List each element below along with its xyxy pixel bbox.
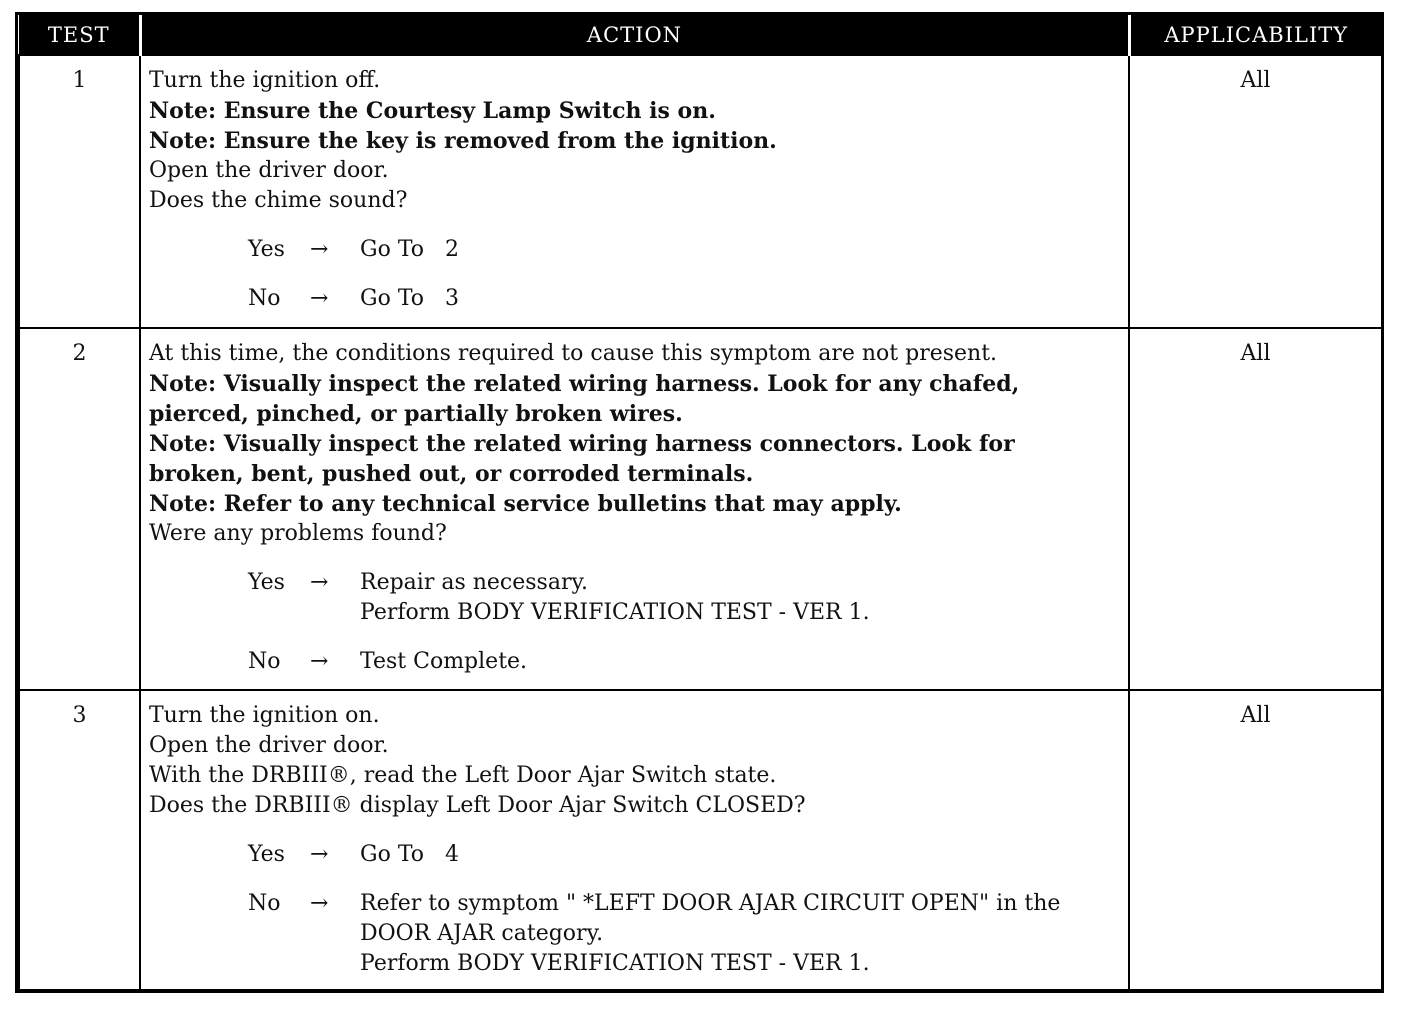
test-row xyxy=(19,690,1382,990)
response-answer: Yes xyxy=(248,842,285,867)
response-result xyxy=(360,647,1120,677)
test-number: 2 xyxy=(19,328,140,690)
response-result xyxy=(360,889,1120,979)
instruction-line: At this time, the conditions required to cause this symptom are not present. xyxy=(149,341,998,366)
instruction-line: With the DRBIII®, read the Left Door Ajar Switch state. xyxy=(149,763,777,788)
result-line: Repair as necessary. xyxy=(360,570,588,595)
instruction-line: Turn the ignition on. xyxy=(149,703,380,728)
arrow-icon: → xyxy=(310,891,329,916)
result-line: Perform BODY VERIFICATION TEST - VER 1. xyxy=(360,951,870,976)
applicability-cell: All xyxy=(1129,690,1382,990)
note-line: Note: Ensure the key is removed from the ignition. xyxy=(149,128,777,154)
result-line: Go To 4 xyxy=(360,842,459,867)
result-line: Perform BODY VERIFICATION TEST - VER 1. xyxy=(360,600,870,625)
note-line: Note: Ensure the Courtesy Lamp Switch is on. xyxy=(149,98,716,124)
response-answer: No xyxy=(248,286,281,311)
test-row xyxy=(19,328,1382,690)
action-cell xyxy=(140,328,1129,690)
arrow-icon: → xyxy=(310,286,329,311)
response-result xyxy=(360,840,1120,870)
instruction-line: Turn the ignition off. xyxy=(149,68,381,93)
response-branch xyxy=(248,840,1120,870)
header-action: ACTION xyxy=(140,15,1129,55)
test-number: 1 xyxy=(19,55,140,328)
arrow-icon: → xyxy=(310,237,329,262)
note-line: Note: Visually inspect the related wiring harness connectors. Look for xyxy=(149,431,1015,457)
note-line: pierced, pinched, or partially broken wires. xyxy=(149,401,683,427)
instruction-line: Does the chime sound? xyxy=(149,188,408,213)
arrow-icon: → xyxy=(310,649,329,674)
instruction-line: Open the driver door. xyxy=(149,158,389,183)
response-branch xyxy=(248,284,1120,314)
test-number: 3 xyxy=(19,690,140,990)
arrow-icon: → xyxy=(310,570,329,595)
response-branch xyxy=(248,235,1120,265)
header-applicability: APPLICABILITY xyxy=(1129,15,1382,55)
result-line: Go To 3 xyxy=(360,286,459,311)
note-line: Note: Refer to any technical service bulletins that may apply. xyxy=(149,491,902,517)
response-answer: No xyxy=(248,891,281,916)
diagnostic-test-table xyxy=(15,12,1384,993)
action-cell xyxy=(140,55,1129,328)
action-cell xyxy=(140,690,1129,990)
header-row xyxy=(19,15,1382,55)
response-result xyxy=(360,284,1120,314)
response-answer: Yes xyxy=(248,570,285,595)
response-result xyxy=(360,235,1120,265)
response-branch xyxy=(248,568,1120,628)
instruction-line: Were any problems found? xyxy=(149,521,447,546)
applicability-cell: All xyxy=(1129,55,1382,328)
result-line: Refer to symptom " *LEFT DOOR AJAR CIRCUIT OPEN" in the xyxy=(360,891,1061,916)
applicability-cell: All xyxy=(1129,328,1382,690)
instruction-line: Open the driver door. xyxy=(149,733,389,758)
result-line: DOOR AJAR category. xyxy=(360,921,604,946)
instruction-line: Does the DRBIII® display Left Door Ajar Switch CLOSED? xyxy=(149,793,806,818)
note-line: broken, bent, pushed out, or corroded terminals. xyxy=(149,461,754,487)
header-test: TEST xyxy=(19,15,140,55)
arrow-icon: → xyxy=(310,842,329,867)
result-line: Go To 2 xyxy=(360,237,459,262)
test-table xyxy=(18,15,1383,991)
response-branch xyxy=(248,889,1120,979)
response-answer: Yes xyxy=(248,237,285,262)
test-row xyxy=(19,55,1382,328)
result-line: Test Complete. xyxy=(360,649,528,674)
response-result xyxy=(360,568,1120,628)
response-branch xyxy=(248,647,1120,677)
note-line: Note: Visually inspect the related wiring harness. Look for any chafed, xyxy=(149,371,1020,397)
response-answer: No xyxy=(248,649,281,674)
